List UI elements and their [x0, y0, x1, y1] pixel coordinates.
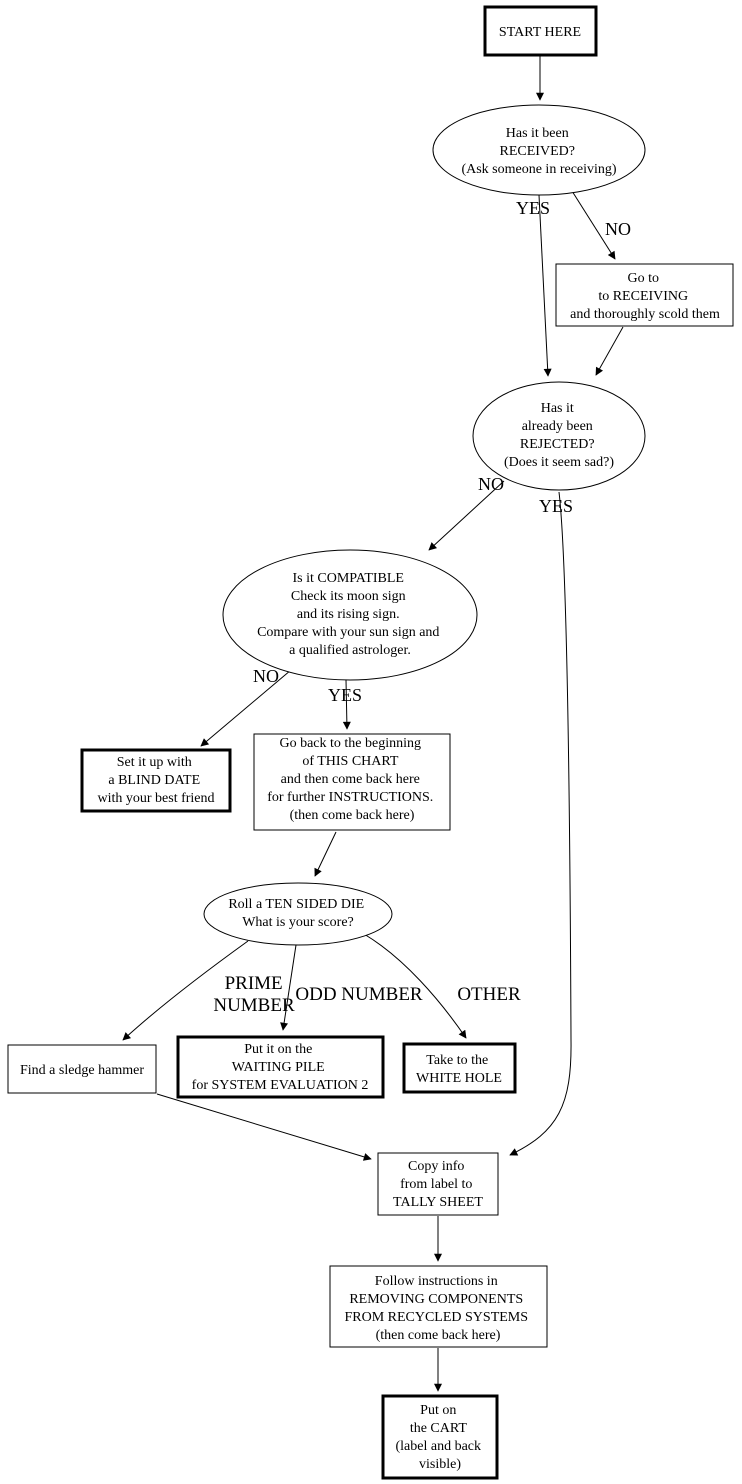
- node-go-back-line: (then come back here): [289, 808, 415, 823]
- node-white-hole-line: WHITE HOLE: [416, 1071, 502, 1086]
- node-cart: [383, 1396, 497, 1478]
- node-compatible-line: Check its moon sign: [290, 589, 406, 604]
- node-copy-line: TALLY SHEET: [393, 1195, 483, 1210]
- node-white-hole-line: Take to the: [426, 1053, 489, 1068]
- edge-label-received-yes: YES: [515, 198, 551, 218]
- node-rejected: [473, 382, 645, 490]
- node-die-ellipse: [204, 883, 392, 945]
- node-rejected-line: Has it: [540, 401, 574, 416]
- node-start-label: [499, 25, 581, 40]
- node-compatible-line: and its rising sign.: [296, 607, 400, 622]
- node-received-line: Has it been: [505, 126, 569, 141]
- edge-label-compatible-yes: YES: [327, 685, 363, 705]
- node-sledge-line: Find a sledge hammer: [19, 1063, 145, 1078]
- node-goto-receiving: [556, 264, 733, 326]
- node-sledge-label: [20, 1063, 144, 1078]
- node-follow-line: (then come back here): [375, 1328, 501, 1343]
- node-rejected-ellipse: [473, 382, 645, 490]
- node-blind-date: [82, 750, 230, 811]
- edge-sledge-to-copy: [157, 1094, 371, 1159]
- node-waiting-line: WAITING PILE: [231, 1060, 325, 1075]
- node-rejected-line: REJECTED?: [519, 437, 595, 452]
- node-go-back-label: [267, 736, 437, 823]
- node-waiting: [178, 1037, 383, 1097]
- node-go-back: [254, 734, 450, 830]
- edge-label-prime-number: [213, 973, 295, 1016]
- edges: [123, 55, 623, 1391]
- edge-label-odd-number: ODD NUMBER: [295, 984, 423, 1005]
- node-follow-line: REMOVING COMPONENTS: [349, 1292, 524, 1307]
- node-sledge: [8, 1045, 156, 1093]
- node-go-back-line: Go back to the beginning: [279, 736, 422, 751]
- node-follow-line: Follow instructions in: [374, 1274, 498, 1289]
- node-go-back-line: for further INSTRUCTIONS.: [267, 790, 434, 805]
- node-follow: [330, 1266, 547, 1347]
- node-follow-line: FROM RECYCLED SYSTEMS: [344, 1310, 529, 1325]
- node-compatible-line: Compare with your sun sign and: [257, 625, 440, 640]
- node-blind-date-line: a BLIND DATE: [108, 773, 201, 788]
- node-rejected-line: (Does it seem sad?): [503, 455, 615, 470]
- edge-goto-receiving-to-rejected: [596, 327, 623, 375]
- edge-go-back-to-die: [315, 832, 336, 876]
- node-compatible-line: Is it COMPATIBLE: [292, 571, 405, 586]
- node-die-line: Roll a TEN SIDED DIE: [228, 897, 365, 912]
- node-cart-line: Put on: [420, 1403, 457, 1418]
- node-cart-line: (label and back: [395, 1439, 482, 1454]
- node-go-back-line: and then come back here: [280, 772, 420, 787]
- edge-rejected-yes-to-copy: [510, 492, 574, 1155]
- edge-label-other: OTHER: [457, 984, 521, 1005]
- edge-label-rejected-no: NO: [478, 474, 504, 494]
- node-cart-line: visible): [419, 1457, 461, 1472]
- node-start: [485, 7, 596, 55]
- node-start-line: START HERE: [498, 25, 582, 40]
- node-received: [433, 105, 645, 195]
- edge-received-yes-to-rejected: [539, 195, 548, 376]
- edge-label-compatible-no: NO: [253, 666, 279, 686]
- edge-label-prime-line2: NUMBER: [213, 995, 295, 1016]
- node-die: [204, 883, 392, 945]
- node-blind-date-line: Set it up with: [116, 755, 192, 770]
- node-compatible-line: a qualified astrologer.: [289, 643, 411, 658]
- node-received-line: (Ask someone in receiving): [461, 162, 617, 177]
- node-goto-receiving-line: to RECEIVING: [598, 289, 689, 304]
- node-goto-receiving-line: and thoroughly scold them: [570, 307, 720, 322]
- node-copy-line: Copy info: [408, 1159, 465, 1174]
- node-compatible: [223, 550, 477, 680]
- node-waiting-line: for SYSTEM EVALUATION 2: [191, 1078, 369, 1093]
- node-white-hole: [404, 1044, 515, 1092]
- node-goto-receiving-line: Go to: [627, 271, 659, 286]
- node-copy-line: from label to: [400, 1177, 473, 1192]
- node-go-back-line: of THIS CHART: [302, 754, 399, 769]
- node-received-line: RECEIVED?: [499, 144, 575, 159]
- node-waiting-line: Put it on the: [244, 1042, 313, 1057]
- node-copy: [378, 1153, 498, 1215]
- edge-label-rejected-yes: YES: [538, 496, 574, 516]
- node-die-line: What is your score?: [242, 915, 354, 930]
- node-cart-line: the CART: [409, 1421, 467, 1436]
- edge-label-prime-line1: PRIME: [224, 973, 283, 994]
- node-rejected-line: already been: [521, 419, 593, 434]
- edge-label-received-no: NO: [605, 219, 631, 239]
- node-blind-date-line: with your best friend: [97, 791, 215, 806]
